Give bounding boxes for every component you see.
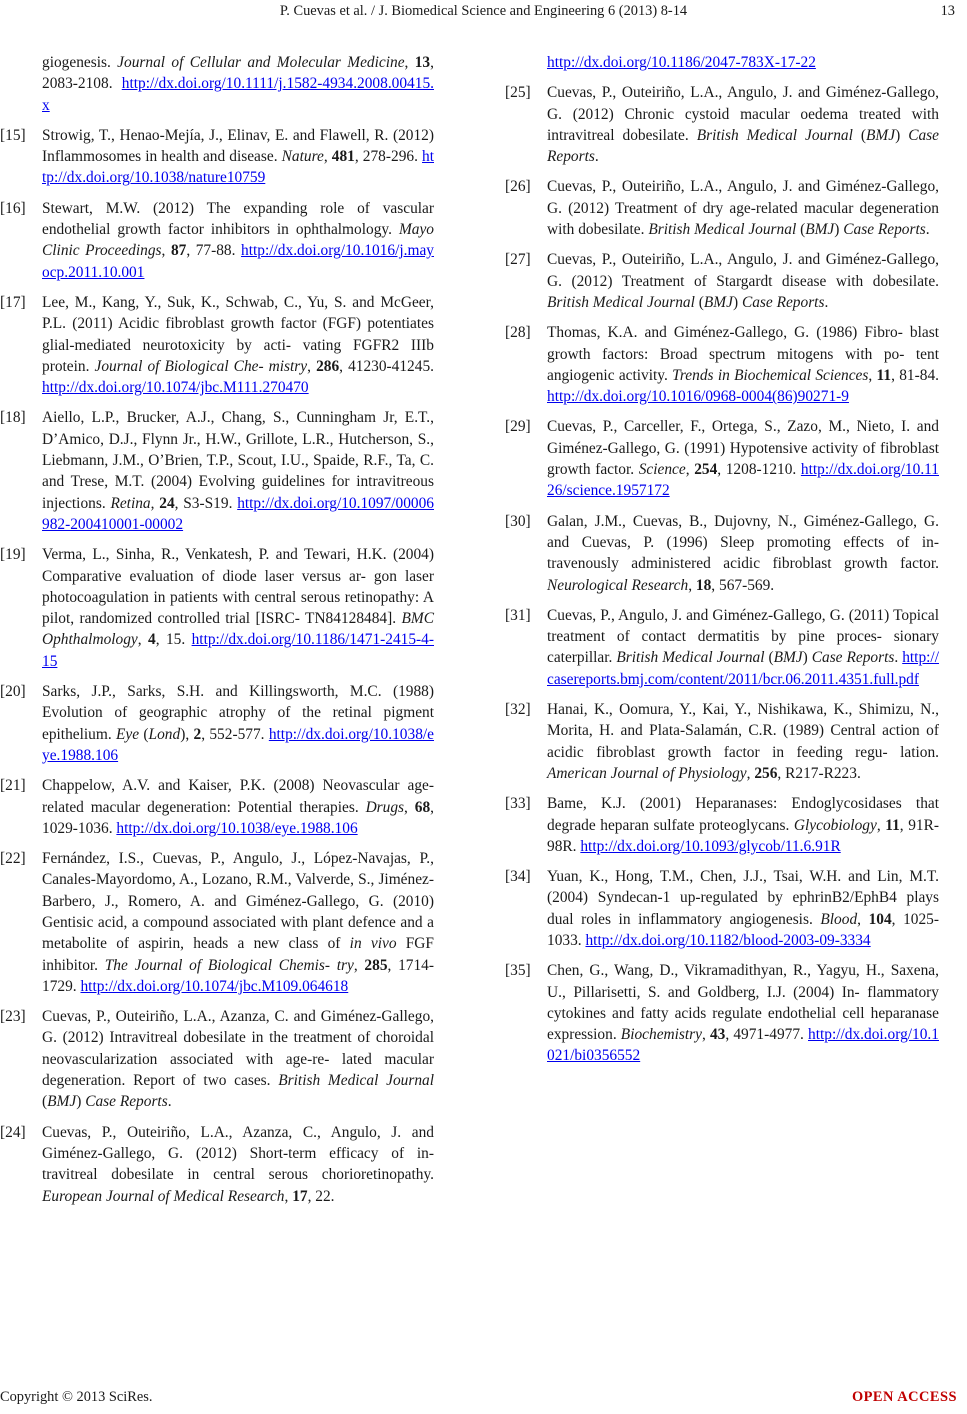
page-number: 13 [940, 3, 955, 19]
reference-text: , 1208-1210. [717, 461, 801, 479]
reference-entry [505, 416, 939, 501]
reference-entry [505, 249, 939, 313]
references-left-column [0, 52, 434, 1216]
reference-number: [26] [505, 178, 531, 196]
reference-entry [505, 52, 939, 73]
reference-text: Cuevas, P., Outeiriño, L.A., Angulo, J. and Giménez-Gallego, G. (2012) Treatment of Stargardt disease with dobesilate. [547, 251, 939, 290]
reference-text: , 77-88. [186, 242, 242, 260]
reference-journal-text: in vivo [349, 935, 397, 953]
reference-volume-text: 18 [695, 576, 712, 594]
doi-link[interactable]: http://dx.doi.org/10.1126/science.1957172 [547, 461, 939, 500]
reference-entry [505, 511, 939, 596]
reference-entry [0, 52, 434, 116]
reference-text: , [404, 54, 415, 71]
doi-link[interactable]: http://dx.doi.org/10.1016/0968-0004(86)90271-9 [547, 388, 849, 406]
reference-volume-text: 2 [193, 725, 202, 743]
doi-link[interactable]: http://dx.doi.org/10.1111/j.1582-4934.2008.00415.x [42, 75, 434, 114]
reference-journal-text: BMJ [866, 126, 896, 144]
reference-number: [30] [505, 512, 531, 530]
reference-journal-text: Mayo Clinic Proceedings [42, 221, 434, 260]
reference-number: [16] [0, 199, 26, 217]
reference-text: , 567-569. [711, 576, 775, 594]
doi-link[interactable]: http://dx.doi.org/10.1016/j.mayocp.2011.10.001 [42, 242, 434, 281]
reference-volume-text: 11 [876, 366, 892, 384]
reference-number: [15] [0, 126, 26, 144]
reference-volume-text: 87 [170, 242, 187, 260]
reference-text: , 41230-41245. [339, 357, 434, 375]
reference-number: [31] [505, 606, 531, 624]
reference-journal-text: BMJ [773, 649, 803, 667]
reference-entry [505, 793, 939, 857]
reference-text: Cuevas, P., Outeiriño, L.A., Azanza, C. and Giménez-Gallego, G. (2012) Intravitreal dobesilate in the treatment of choroidal neovascularization associated with age-re- lated macular degeneration. Report of two cases. [42, 1008, 434, 1090]
doi-link[interactable]: http://dx.doi.org/10.1074/jbc.M109.064618 [80, 977, 349, 995]
reference-journal-text: BMJ [47, 1093, 77, 1111]
reference-text: . [925, 221, 930, 239]
open-access-label: OPEN ACCESS [851, 1389, 957, 1405]
reference-text: , 22. [307, 1187, 335, 1205]
reference-journal-text: Science [638, 461, 686, 479]
reference-number: [17] [0, 293, 26, 311]
reference-entry [505, 82, 939, 167]
reference-entry [0, 681, 434, 766]
reference-entry [0, 775, 434, 839]
reference-text: , [685, 461, 695, 479]
reference-number: [34] [505, 868, 531, 886]
reference-journal-text: BMC Ophthalmology [42, 610, 434, 649]
reference-number: [28] [505, 324, 531, 342]
reference-volume-text: 11 [885, 816, 900, 834]
doi-link[interactable]: http://dx.doi.org/10.1038/eye.1988.106 [116, 819, 358, 837]
doi-link[interactable]: http://dx.doi.org/10.1093/glycob/11.6.91R [580, 837, 841, 855]
reference-journal-text: Eye [116, 725, 140, 743]
reference-text: ) [895, 126, 909, 144]
reference-journal-text: British Medical Journal [696, 126, 853, 144]
reference-volume-text: 17 [292, 1187, 308, 1205]
reference-text: Bame, K.J. (2001) Heparanases: Endoglycosidases that degrade heparan sulfate proteoglycans. [547, 795, 939, 834]
reference-journal-text: Case Reports [741, 293, 825, 311]
reference-text: , 1025-1033. [547, 910, 939, 949]
reference-text: , 4971-4977. [725, 1026, 808, 1044]
reference-number: [27] [505, 251, 531, 269]
reference-journal-text: British Medical Journal [648, 221, 797, 239]
doi-link[interactable]: http://dx.doi.org/10.1186/2047-783X-17-22 [547, 54, 816, 71]
doi-link[interactable]: http://dx.doi.org/10.1021/bi0356552 [547, 1026, 939, 1065]
header-title: P. Cuevas et al. / J. Biomedical Science and Engineering 6 (2013) 8-14 [279, 3, 688, 19]
reference-text: Verma, L., Sinha, R., Venkatesh, P. and Tewari, H.K. (2004) Comparative evaluation of diode laser versus ar- gon laser photocoagulation in patients with central serous retinopathy: A pilot, randomized controlled trial [ISRC- TN84128484]. [42, 546, 434, 628]
reference-number: [23] [0, 1008, 26, 1026]
reference-volume-text: 256 [754, 764, 778, 782]
reference-volume-text: 104 [868, 910, 892, 928]
reference-text: , R217-R223. [777, 764, 861, 782]
reference-text: Sarks, J.P., Sarks, S.H. and Killingsworth, M.C. (1988) Evolution of geographic atrophy of the retinal pigment epithelium. [42, 683, 434, 743]
reference-journal-text: Case Reports [85, 1093, 168, 1111]
reference-text: , [702, 1026, 710, 1044]
reference-volume-text: 286 [316, 357, 340, 375]
reference-text: , 15. [155, 631, 192, 649]
running-header [0, 0, 967, 22]
reference-entry [505, 960, 939, 1066]
reference-journal-text: Retina [110, 494, 151, 512]
reference-text: Cuevas, P., Outeiriño, L.A., Azanza, C., Angulo, J. and Giménez-Gallego, G. (2012) Short-term efficacy of in- travitreal dobesilate in central serous chorioretinopathy. [42, 1123, 434, 1184]
reference-volume-text: 43 [709, 1026, 726, 1044]
reference-number: [21] [0, 777, 26, 795]
doi-link[interactable]: http://dx.doi.org/10.1097/00006982-200410001-00002 [42, 494, 434, 533]
reference-journal-text: Nature [281, 148, 324, 166]
reference-text: Chen, G., Wang, D., Vikramadithyan, R., Yagyu, H., Saxena, U., Pillarisetti, S. and Goldberg, I.J. (2004) In- flammatory cytokines and fatty acids regulate endothelial cell heparanase expression. [547, 962, 939, 1044]
reference-entry [505, 866, 939, 951]
reference-journal-text: Trends in Biochemical Sciences [672, 366, 869, 384]
doi-link[interactable]: http://dx.doi.org/10.1038/eye.1988.106 [42, 725, 434, 764]
reference-number: [22] [0, 850, 26, 868]
reference-text: Aiello, L.P., Brucker, A.J., Chang, S., Cunningham Jr, E.T., D’Amico, D.J., Flynn Jr., H.W., Grillote, L.R., Hutcherson, S., Liebmann, J.M., O’Brien, T.P., Scout, I.U., Spaide, R.F., Ta, C. and Trese, M.T. (2004) Evolving guidelines for intravitreous injections. [42, 409, 434, 512]
reference-volume-text: 24 [159, 494, 175, 512]
reference-text: , [323, 148, 332, 166]
reference-journal-text: BMJ [805, 221, 835, 239]
reference-entry [0, 1122, 434, 1207]
reference-number: [18] [0, 409, 26, 427]
reference-text: Fernández, I.S., Cuevas, P., Angulo, J., López-Navajas, P., Canales-Mayordomo, A., Lozano, R.M., Valverde, S., Jiménez-Barbero, J., Romero, A. and Giménez-Gallego, G. (2010) Gentisic acid, a compound associated with plant defence and a metabolite of aspirin, heads a new class of [42, 850, 434, 953]
reference-entry [505, 605, 939, 690]
reference-journal-text: Lond [148, 725, 181, 743]
reference-text: . [894, 649, 903, 667]
reference-text: Cuevas, P., Angulo, J. and Giménez-Gallego, G. (2011) Topical treatment of contact dermatitis by pine proces- sionary caterpillar. [547, 606, 939, 667]
reference-volume-text: 285 [364, 956, 388, 974]
reference-text: , 81-84. [891, 366, 939, 384]
reference-text: ( [139, 725, 149, 743]
reference-entry [0, 544, 434, 672]
reference-journal-text: Biochemistry [620, 1026, 703, 1044]
reference-journal-text: British Medical Journal [278, 1072, 434, 1090]
reference-text: , 552-577. [201, 725, 269, 743]
reference-text: ), [180, 725, 194, 743]
reference-text: ) [802, 649, 812, 667]
reference-journal-text: American Journal of Physiology [547, 764, 747, 782]
reference-text: , [137, 631, 149, 649]
reference-journal-text: Journal of Biological Che- mistry [94, 357, 308, 375]
reference-text: Stewart, M.W. (2012) The expanding role of vascular endothelial growth factor inhibitors in ophthalmology. [42, 199, 434, 239]
reference-journal-text: British Medical Journal [616, 649, 765, 667]
doi-link[interactable]: http://dx.doi.org/10.1038/nature10759 [42, 148, 434, 187]
reference-text: , [353, 956, 365, 974]
reference-entry [0, 292, 434, 398]
reference-text: Yuan, K., Hong, T.M., Chen, J.J., Tsai, W.H. and Lin, M.T. (2004) Syndecan-1 up-regulated by ephrinB2/EphB4 plays dual roles in inflammatory angiogenesis. [547, 868, 939, 928]
reference-text: ( [796, 221, 806, 239]
reference-text: , 91R-98R. [547, 816, 939, 855]
reference-text: Strowig, T., Henao-Mejía, J., Elinav, E. and Flawell, R. (2012) Inflammosomes in health and disease. [42, 126, 434, 166]
reference-number: [24] [0, 1123, 26, 1141]
reference-journal-text: British Medical Journal [547, 293, 695, 311]
reference-journal-text: European Journal of Medical Research [42, 1187, 285, 1205]
doi-link[interactable]: http://dx.doi.org/10.1182/blood-2003-09-3334 [585, 931, 871, 949]
reference-text: FGF inhibitor. [42, 935, 434, 974]
reference-text: Cuevas, P., Carceller, F., Ortega, S., Zazo, M., Nieto, I. and Giménez-Gallego, G. (1991) Hypotensive activity of fibroblast growth factor. [547, 418, 939, 479]
reference-journal-text: Blood [820, 910, 858, 928]
reference-number: [25] [505, 84, 531, 102]
reference-text: ( [764, 649, 774, 667]
reference-text: . [167, 1093, 172, 1111]
reference-text: , [688, 576, 696, 594]
reference-text: ( [694, 293, 704, 311]
reference-number: [20] [0, 683, 26, 701]
reference-text: giogenesis. [42, 54, 118, 71]
doi-link[interactable]: http://dx.doi.org/10.1074/jbc.M111.270470 [42, 379, 309, 397]
reference-entry [0, 125, 434, 189]
reference-text: Cuevas, P., Outeiriño, L.A., Angulo, J. and Giménez-Gallego, G. (2012) Chronic cystoid macular oedema treated with intravitreal dobesilate. [547, 84, 939, 144]
reference-number: [19] [0, 546, 26, 564]
reference-text: . [594, 148, 599, 166]
reference-text: , [284, 1187, 293, 1205]
reference-volume-text: 13 [414, 54, 431, 71]
reference-entry [505, 699, 939, 784]
reference-text: Chappelow, A.V. and Kaiser, P.K. (2008) Neovascular age-related macular degeneration: Potential therapies. [42, 777, 434, 816]
reference-text: ) [834, 221, 844, 239]
reference-journal-text: Glycobiology [793, 816, 877, 834]
reference-journal-text: BMJ [703, 293, 733, 311]
reference-text: , 1714-1729. [42, 956, 434, 995]
reference-volume-text: 4 [148, 631, 156, 649]
reference-journal-text: Drugs [365, 798, 405, 816]
reference-text: Thomas, K.A. and Giménez-Gallego, G. (1986) Fibro- blast growth factors: Broad spectrum mitogens with po- tent angiogenic activity. [547, 324, 939, 384]
reference-text: Galan, J.M., Cuevas, B., Dujovny, N., Giménez-Gallego, G. and Cuevas, P. (1996) Sleep promoting effects of in- travenously administered acidic fibroblast growth factor. [547, 512, 939, 573]
reference-journal-text: Case Reports [811, 649, 895, 667]
reference-text: , [868, 366, 877, 384]
reference-entry [0, 848, 434, 997]
reference-text: ( [852, 126, 867, 144]
reference-number: [33] [505, 795, 531, 813]
references-right-column [505, 52, 939, 1076]
reference-text: , [746, 764, 755, 782]
reference-journal-text: Journal of Cellular and Molecular Medicine [117, 54, 405, 71]
reference-text: ( [42, 1093, 48, 1111]
reference-text: , [876, 816, 886, 834]
reference-text: , [307, 357, 317, 375]
reference-text: , [404, 798, 415, 816]
reference-text: ) [732, 293, 742, 311]
reference-journal-text: The Journal of Biological Chemis- try [104, 956, 354, 974]
reference-text: , S3-S19. [174, 494, 238, 512]
reference-number: [29] [505, 418, 531, 436]
reference-entry [505, 322, 939, 407]
reference-text: Cuevas, P., Outeiriño, L.A., Angulo, J. and Giménez-Gallego, G. (2012) Treatment of dry age-related macular degeneration with dobesilate. [547, 178, 939, 239]
doi-link[interactable]: http://dx.doi.org/10.1186/1471-2415-4-15 [42, 631, 434, 670]
reference-text: ) [76, 1093, 86, 1111]
reference-text: Lee, M., Kang, Y., Suk, K., Schwab, C., Yu, S. and McGeer, P.L. (2011) Acidic fibroblast growth factor (FGF) potentiates glial-mediated neurotoxicity by acti- vating FGFR2 IIIb protein. [42, 293, 434, 375]
copyright-notice: Copyright © 2013 SciRes. [0, 1389, 153, 1405]
reference-entry [505, 176, 939, 240]
reference-text: , [150, 494, 160, 512]
doi-link[interactable]: http://casereports.bmj.com/content/2011/bcr.06.2011.4351.full.pdf [547, 649, 939, 688]
reference-text: Hanai, K., Oomura, Y., Kai, Y., Nishikawa, K., Shimizu, N., Morita, H. and Plata-Salamán, C.R. (1989) Central action of acidic fibroblast growth factor in feeding regu- lation. [547, 701, 939, 761]
reference-journal-text: Neurological Research [547, 576, 689, 594]
reference-volume-text: 254 [694, 461, 718, 479]
reference-text: , [161, 242, 171, 260]
reference-text: . [824, 293, 829, 311]
reference-entry [0, 407, 434, 535]
reference-entry [0, 1006, 434, 1112]
reference-entry [0, 198, 434, 283]
reference-number: [35] [505, 962, 531, 980]
reference-text: , 278-296. [354, 148, 423, 166]
reference-volume-text: 68 [414, 798, 431, 816]
reference-journal-text: Case Reports [547, 126, 939, 166]
reference-volume-text: 481 [331, 148, 355, 166]
reference-text: , [857, 910, 869, 928]
reference-text: , 2083-2108. [42, 54, 434, 93]
reference-text: , 1029-1036. [42, 798, 434, 837]
reference-number: [32] [505, 701, 531, 719]
page-footer [0, 1386, 967, 1408]
reference-journal-text: Case Reports [843, 221, 926, 239]
